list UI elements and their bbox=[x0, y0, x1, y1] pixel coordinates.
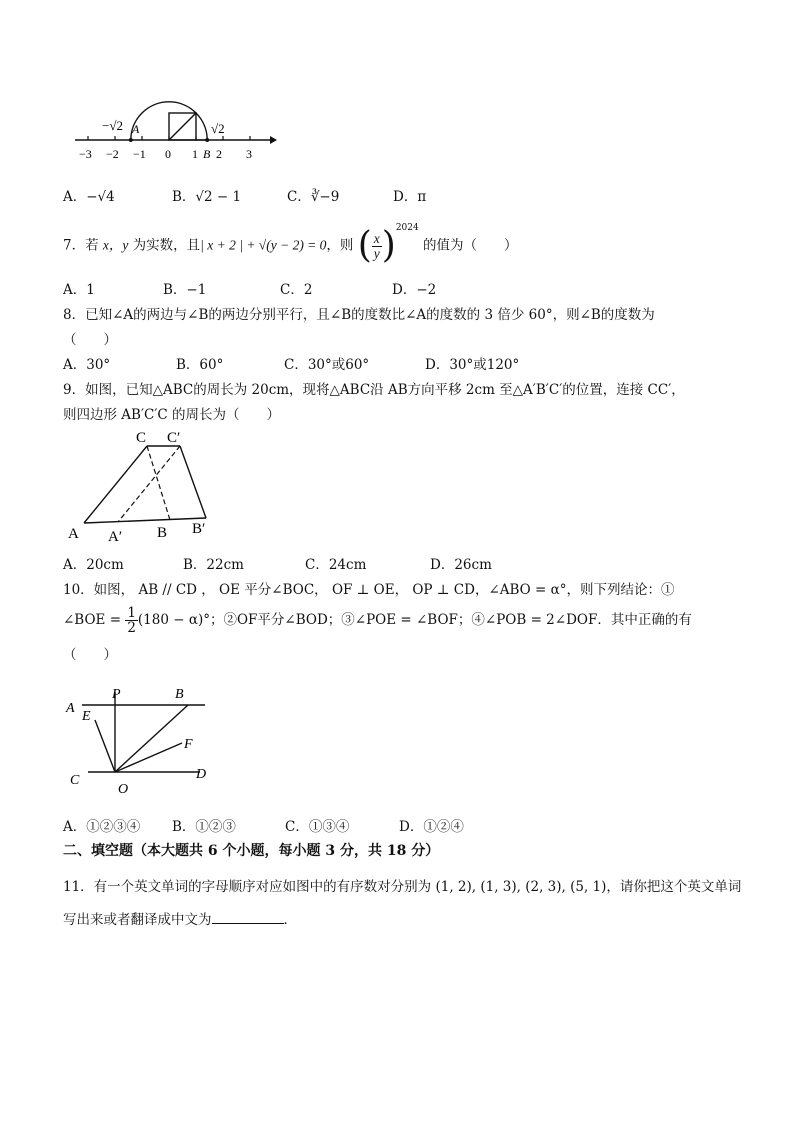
q7-fraction: $\frac{x}{y}$ bbox=[373, 230, 380, 261]
q9-option-a[interactable]: A．20cm bbox=[63, 557, 124, 573]
q7-option-d[interactable]: D．−2 bbox=[392, 282, 437, 298]
q10-stem-line3: （ ） bbox=[63, 647, 117, 663]
label-f: F bbox=[184, 737, 193, 752]
q11-stem-line2: 写出来或者翻译成中文为 ． bbox=[63, 912, 297, 928]
tick-label: 1 bbox=[192, 147, 198, 161]
section-title-fill-in: 二、填空题（本大题共 6 个小题，每小题 3 分，共 18 分） bbox=[63, 843, 440, 859]
q9-translation-figure bbox=[60, 425, 230, 550]
label-c: C bbox=[70, 773, 80, 788]
q10-option-d[interactable]: D．①②④ bbox=[399, 819, 464, 835]
q7-option-c[interactable]: C．2 bbox=[280, 282, 313, 298]
tick-label: B bbox=[203, 147, 211, 161]
label-d: D bbox=[196, 767, 207, 782]
q8-stem-line2: （ ） bbox=[63, 332, 117, 348]
q7-option-a[interactable]: A．1 bbox=[63, 282, 95, 298]
label-sqrt2: √2 bbox=[211, 121, 225, 136]
tick-label: 0 bbox=[165, 147, 171, 161]
q8-option-c[interactable]: C．30°或60° bbox=[284, 357, 370, 373]
label-c-prime: C′ bbox=[167, 430, 181, 446]
label-b: B bbox=[157, 525, 168, 541]
q8-option-b[interactable]: B．60° bbox=[176, 357, 224, 373]
q6-option-a[interactable]: A．−√4 bbox=[63, 189, 115, 205]
q9-option-d[interactable]: D．26cm bbox=[430, 557, 492, 573]
q8-option-d[interactable]: D．30°或120° bbox=[425, 357, 520, 373]
label-a: A bbox=[68, 526, 79, 542]
q10-stem-line1: 10．如图， AB // CD ， OE 平分∠BOC， OF ⊥ OE， OP ⊥ CD，∠ABO = α°，则下列结论：① bbox=[63, 582, 675, 598]
q6-option-b[interactable]: B．√2 − 1 bbox=[172, 189, 242, 205]
q9-stem-line1: 9．如图，已知△ABC的周长为 20cm，现将△ABC沿 AB方向平移 2cm 至△A′B′C′的位置，连接 CC′， bbox=[63, 382, 685, 398]
answer-blank[interactable] bbox=[212, 911, 284, 924]
q7-stem: 7．若 x，y 为实数，且| x + 2 | + √(y − 2) = 0，则 ( $\frac{x}{y}$ )$^{2024}$ 的值为（ ） bbox=[63, 223, 518, 266]
q6-option-d[interactable]: D．π bbox=[393, 189, 427, 205]
label-neg-sqrt2: −√2 bbox=[102, 118, 123, 133]
label-b: B bbox=[175, 687, 184, 702]
q9-option-c[interactable]: C．24cm bbox=[305, 557, 367, 573]
label-o: O bbox=[118, 782, 129, 797]
q8-option-a[interactable]: A．30° bbox=[63, 357, 111, 373]
tick-label: −3 bbox=[79, 147, 92, 161]
tick-label: 2 bbox=[216, 147, 222, 161]
q7-option-b[interactable]: B．−1 bbox=[163, 282, 207, 298]
q11-stem-line1: 11．有一个英文单词的字母顺序对应如图中的有序数对分别为 (1, 2), (1, 3), (2, 3), (5, 1)，请你把这个英文单词 bbox=[63, 879, 742, 895]
q10-stem-line2: ∠BOE = $\frac{1}{2}$ (180 − α)°；②OF平分∠BOD；③∠POE = ∠BOF；④∠POB = 2∠DOF．其中正确的有 bbox=[63, 605, 692, 636]
q6-option-c[interactable]: C．∛−9 bbox=[287, 189, 340, 205]
tick-label: −1 bbox=[133, 147, 146, 161]
number-line-figure bbox=[70, 100, 280, 170]
label-e: E bbox=[82, 709, 91, 724]
q10-parallel-lines-figure bbox=[60, 680, 220, 800]
tick-label: −2 bbox=[106, 147, 119, 161]
label-a: A bbox=[132, 122, 140, 136]
q9-option-b[interactable]: B．22cm bbox=[183, 557, 244, 573]
q9-stem-line2: 则四边形 AB′C′C 的周长为（ ） bbox=[63, 407, 281, 423]
q10-option-b[interactable]: B．①②③ bbox=[172, 819, 236, 835]
label-b-prime: B′ bbox=[192, 521, 206, 537]
label-p: P bbox=[112, 687, 121, 702]
tick-label: 3 bbox=[246, 147, 252, 161]
label-a-prime: A′ bbox=[108, 529, 123, 545]
q8-stem-line1: 8．已知∠A的两边与∠B的两边分别平行，且∠B的度数比∠A的度数的 3 倍少 60°，则∠B的度数为 bbox=[63, 307, 655, 323]
label-a: A bbox=[66, 701, 75, 716]
label-c: C bbox=[136, 430, 147, 446]
q10-option-c[interactable]: C．①③④ bbox=[285, 819, 350, 835]
q10-option-a[interactable]: A．①②③④ bbox=[63, 819, 141, 835]
